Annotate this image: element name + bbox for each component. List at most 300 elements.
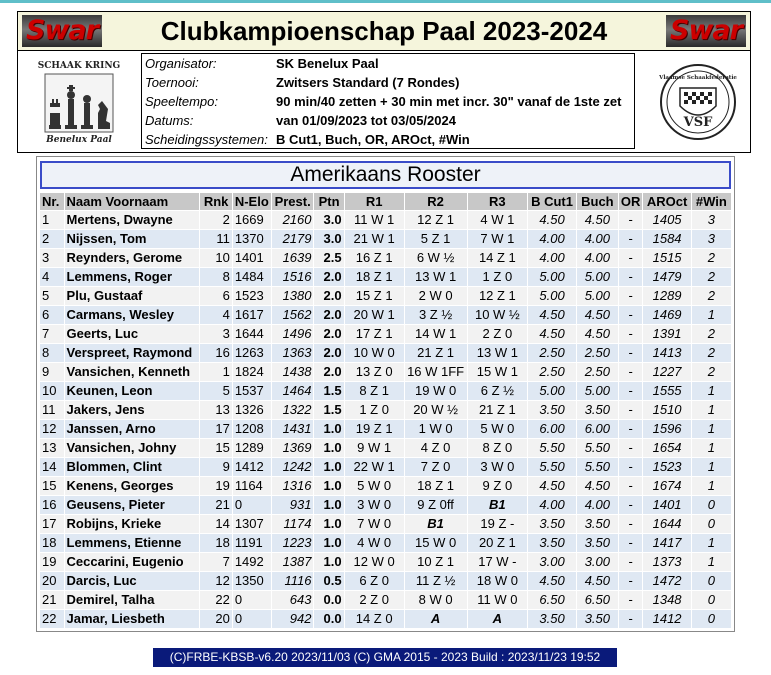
- round-1-result: 3 W 0: [345, 496, 404, 514]
- table-row: [40, 306, 731, 324]
- player-performance: 1116: [272, 572, 314, 590]
- round-1-result: 20 W 1: [345, 306, 404, 324]
- table-header-row: [40, 193, 731, 210]
- tiebreak-bcut1: 4.50: [528, 211, 576, 229]
- tiebreak-aroct: 1515: [643, 249, 690, 267]
- tiebreak-buch: 3.50: [577, 515, 618, 533]
- tiebreak-aroct: 1654: [643, 439, 690, 457]
- round-2-result: 18 Z 1: [405, 477, 467, 495]
- player-performance: 2160: [272, 211, 314, 229]
- round-1-result: 11 W 1: [345, 211, 404, 229]
- table-row: [40, 230, 731, 248]
- player-elo: 1484: [233, 268, 271, 286]
- player-number: 12: [40, 420, 64, 438]
- round-3-result: 15 W 1: [468, 363, 528, 381]
- player-name: Lemmens, Roger: [65, 268, 200, 286]
- round-1-result: 6 Z 0: [345, 572, 404, 590]
- player-performance: 1322: [272, 401, 314, 419]
- table-row: [40, 382, 731, 400]
- player-number: 21: [40, 591, 64, 609]
- tiebreak-buch: 4.50: [577, 572, 618, 590]
- round-1-result: 19 Z 1: [345, 420, 404, 438]
- tiebreak-bcut1: 4.50: [528, 306, 576, 324]
- club-logo: [30, 57, 128, 149]
- round-2-result: 12 Z 1: [405, 211, 467, 229]
- info-value: B Cut1, Buch, OR, AROct, #Win: [276, 132, 470, 147]
- player-rank: 18: [200, 534, 231, 552]
- tiebreak-buch: 2.50: [577, 344, 618, 362]
- player-performance: 1431: [272, 420, 314, 438]
- round-2-result: 19 W 0: [405, 382, 467, 400]
- tiebreak-bcut1: 5.50: [528, 458, 576, 476]
- player-rank: 4: [200, 306, 231, 324]
- tiebreak-or: -: [619, 515, 643, 533]
- round-3-result: 20 Z 1: [468, 534, 528, 552]
- table-row: [40, 534, 731, 552]
- round-3-result: 18 W 0: [468, 572, 528, 590]
- player-name: Jamar, Liesbeth: [65, 610, 200, 628]
- round-1-result: 13 Z 0: [345, 363, 404, 381]
- roster-table: [39, 192, 732, 629]
- tiebreak-buch: 4.50: [577, 477, 618, 495]
- round-2-result: 16 W 1FF: [405, 363, 467, 381]
- tiebreak-or: -: [619, 230, 643, 248]
- player-rank: 17: [200, 420, 231, 438]
- tiebreak-bcut1: 5.00: [528, 268, 576, 286]
- column-header: Ptn: [314, 193, 343, 210]
- footer-build-info: (C)FRBE-KBSB-v6.20 2023/11/03 (C) GMA 2015 - 2023 Build : 2023/11/23 19:52: [153, 648, 617, 667]
- tiebreak-buch: 6.00: [577, 420, 618, 438]
- table-row: [40, 420, 731, 438]
- round-2-result: 21 Z 1: [405, 344, 467, 362]
- round-2-result: 9 Z 0ff: [405, 496, 467, 514]
- player-number: 4: [40, 268, 64, 286]
- round-3-result: 6 Z ½: [468, 382, 528, 400]
- tiebreak-wins: 1: [692, 458, 731, 476]
- tiebreak-bcut1: 4.50: [528, 325, 576, 343]
- round-3-result: 21 Z 1: [468, 401, 528, 419]
- tiebreak-buch: 3.50: [577, 401, 618, 419]
- round-3-result: 13 W 1: [468, 344, 528, 362]
- player-number: 17: [40, 515, 64, 533]
- round-1-result: 7 W 0: [345, 515, 404, 533]
- tiebreak-aroct: 1412: [643, 610, 690, 628]
- player-performance: 1464: [272, 382, 314, 400]
- column-header: Buch: [577, 193, 618, 210]
- player-elo: 1263: [233, 344, 271, 362]
- tiebreak-buch: 4.00: [577, 249, 618, 267]
- tiebreak-buch: 6.50: [577, 591, 618, 609]
- title-bar: [18, 12, 750, 51]
- round-3-result: 17 W -: [468, 553, 528, 571]
- player-number: 16: [40, 496, 64, 514]
- player-rank: 6: [200, 287, 231, 305]
- tiebreak-or: -: [619, 344, 643, 362]
- round-1-result: 12 W 0: [345, 553, 404, 571]
- player-rank: 22: [200, 591, 231, 609]
- tiebreak-wins: 1: [692, 420, 731, 438]
- chess-pieces-icon: [44, 73, 114, 133]
- player-elo: 1401: [233, 249, 271, 267]
- round-1-result: 4 W 0: [345, 534, 404, 552]
- player-performance: 1223: [272, 534, 314, 552]
- round-3-result: 1 Z 0: [468, 268, 528, 286]
- round-2-result: 2 W 0: [405, 287, 467, 305]
- player-points: 2.0: [314, 306, 343, 324]
- tiebreak-buch: 3.50: [577, 534, 618, 552]
- player-rank: 1: [200, 363, 231, 381]
- player-elo: 1412: [233, 458, 271, 476]
- player-number: 8: [40, 344, 64, 362]
- column-header: R3: [468, 193, 528, 210]
- tiebreak-wins: 3: [692, 230, 731, 248]
- table-row: [40, 439, 731, 457]
- round-3-result: 14 Z 1: [468, 249, 528, 267]
- table-row: [40, 553, 731, 571]
- tiebreak-bcut1: 5.50: [528, 439, 576, 457]
- tiebreak-bcut1: 6.50: [528, 591, 576, 609]
- player-rank: 7: [200, 553, 231, 571]
- table-row: [40, 249, 731, 267]
- tiebreak-bcut1: 3.50: [528, 515, 576, 533]
- info-value: 90 min/40 zetten + 30 min met incr. 30" vanaf de 1ste zet: [276, 94, 622, 109]
- round-1-result: 2 Z 0: [345, 591, 404, 609]
- player-name: Ceccarini, Eugenio: [65, 553, 200, 571]
- player-number: 3: [40, 249, 64, 267]
- table-row: [40, 287, 731, 305]
- tiebreak-wins: 1: [692, 401, 731, 419]
- tiebreak-bcut1: 4.00: [528, 249, 576, 267]
- player-elo: 0: [233, 610, 271, 628]
- round-1-result: 15 Z 1: [345, 287, 404, 305]
- tournament-info: [141, 53, 635, 149]
- player-name: Geerts, Luc: [65, 325, 200, 343]
- player-rank: 21: [200, 496, 231, 514]
- tiebreak-bcut1: 4.00: [528, 230, 576, 248]
- player-name: Mertens, Dwayne: [65, 211, 200, 229]
- round-2-result: A: [405, 610, 467, 628]
- tiebreak-wins: 2: [692, 325, 731, 343]
- round-2-result: 14 W 1: [405, 325, 467, 343]
- table-row: [40, 268, 731, 286]
- round-1-result: 9 W 1: [345, 439, 404, 457]
- round-2-result: 20 W ½: [405, 401, 467, 419]
- tiebreak-aroct: 1227: [643, 363, 690, 381]
- player-number: 13: [40, 439, 64, 457]
- tiebreak-buch: 5.00: [577, 382, 618, 400]
- player-points: 2.0: [314, 268, 343, 286]
- tiebreak-buch: 3.50: [577, 610, 618, 628]
- tiebreak-wins: 1: [692, 477, 731, 495]
- tiebreak-buch: 5.50: [577, 439, 618, 457]
- table-row: [40, 610, 731, 628]
- round-3-result: 4 W 1: [468, 211, 528, 229]
- round-3-result: 7 W 1: [468, 230, 528, 248]
- column-header: #Win: [692, 193, 731, 210]
- player-performance: 942: [272, 610, 314, 628]
- tiebreak-buch: 5.50: [577, 458, 618, 476]
- round-2-result: 11 Z ½: [405, 572, 467, 590]
- tiebreak-wins: 1: [692, 306, 731, 324]
- player-name: Robijns, Krieke: [65, 515, 200, 533]
- tiebreak-aroct: 1373: [643, 553, 690, 571]
- player-performance: 643: [272, 591, 314, 609]
- player-rank: 3: [200, 325, 231, 343]
- tiebreak-aroct: 1417: [643, 534, 690, 552]
- roster-panel: [36, 156, 735, 632]
- player-name: Carmans, Wesley: [65, 306, 200, 324]
- player-name: Keunen, Leon: [65, 382, 200, 400]
- player-performance: 931: [272, 496, 314, 514]
- table-row: [40, 458, 731, 476]
- player-performance: 1380: [272, 287, 314, 305]
- tiebreak-or: -: [619, 553, 643, 571]
- player-points: 3.0: [314, 230, 343, 248]
- tiebreak-or: -: [619, 458, 643, 476]
- player-name: Lemmens, Etienne: [65, 534, 200, 552]
- tiebreak-or: -: [619, 268, 643, 286]
- player-name: Reynders, Gerome: [65, 249, 200, 267]
- round-2-result: 10 Z 1: [405, 553, 467, 571]
- tiebreak-wins: 2: [692, 363, 731, 381]
- tiebreak-wins: 0: [692, 496, 731, 514]
- tiebreak-aroct: 1289: [643, 287, 690, 305]
- table-row: [40, 325, 731, 343]
- player-performance: 1516: [272, 268, 314, 286]
- player-number: 22: [40, 610, 64, 628]
- vsf-logo: [658, 62, 738, 142]
- player-points: 1.0: [314, 515, 343, 533]
- tiebreak-or: -: [619, 610, 643, 628]
- player-name: Nijssen, Tom: [65, 230, 200, 248]
- info-row-toernooi: [142, 73, 636, 92]
- tiebreak-buch: 4.50: [577, 325, 618, 343]
- round-1-result: 1 Z 0: [345, 401, 404, 419]
- tiebreak-bcut1: 5.00: [528, 382, 576, 400]
- info-row-datums: [142, 111, 636, 130]
- player-rank: 10: [200, 249, 231, 267]
- player-elo: 1289: [233, 439, 271, 457]
- player-rank: 2: [200, 211, 231, 229]
- round-2-result: 15 W 0: [405, 534, 467, 552]
- player-name: Geusens, Pieter: [65, 496, 200, 514]
- tiebreak-or: -: [619, 287, 643, 305]
- info-row-speeltempo: [142, 92, 636, 111]
- tournament-header: [17, 11, 751, 153]
- round-3-result: 5 W 0: [468, 420, 528, 438]
- player-number: 9: [40, 363, 64, 381]
- tiebreak-aroct: 1469: [643, 306, 690, 324]
- tiebreak-bcut1: 3.50: [528, 610, 576, 628]
- tiebreak-aroct: 1555: [643, 382, 690, 400]
- player-elo: 1523: [233, 287, 271, 305]
- table-row: [40, 401, 731, 419]
- column-header: R2: [405, 193, 467, 210]
- player-elo: 1307: [233, 515, 271, 533]
- player-performance: 1562: [272, 306, 314, 324]
- round-2-result: 3 Z ½: [405, 306, 467, 324]
- player-number: 15: [40, 477, 64, 495]
- round-1-result: 16 Z 1: [345, 249, 404, 267]
- tiebreak-aroct: 1644: [643, 515, 690, 533]
- round-1-result: 17 Z 1: [345, 325, 404, 343]
- club-logo-bottom-text: Benelux Paal: [46, 135, 112, 145]
- round-2-result: 8 W 0: [405, 591, 467, 609]
- round-2-result: 4 Z 0: [405, 439, 467, 457]
- player-elo: 1492: [233, 553, 271, 571]
- tiebreak-bcut1: 4.50: [528, 572, 576, 590]
- player-performance: 1363: [272, 344, 314, 362]
- column-header: Naam Voornaam: [65, 193, 200, 210]
- tiebreak-or: -: [619, 572, 643, 590]
- info-value: Zwitsers Standard (7 Rondes): [276, 75, 460, 90]
- round-1-result: 5 W 0: [345, 477, 404, 495]
- player-elo: 0: [233, 591, 271, 609]
- tiebreak-wins: 2: [692, 344, 731, 362]
- tiebreak-aroct: 1523: [643, 458, 690, 476]
- player-performance: 2179: [272, 230, 314, 248]
- tiebreak-wins: 0: [692, 515, 731, 533]
- table-row: [40, 344, 731, 362]
- round-3-result: B1: [468, 496, 528, 514]
- player-points: 1.0: [314, 496, 343, 514]
- player-points: 2.0: [314, 344, 343, 362]
- tiebreak-wins: 3: [692, 211, 731, 229]
- vsf-emblem-icon: [658, 62, 738, 142]
- column-header: Prest.: [272, 193, 314, 210]
- tiebreak-aroct: 1472: [643, 572, 690, 590]
- table-row: [40, 515, 731, 533]
- player-elo: 1208: [233, 420, 271, 438]
- tiebreak-or: -: [619, 363, 643, 381]
- tiebreak-or: -: [619, 591, 643, 609]
- tiebreak-aroct: 1348: [643, 591, 690, 609]
- player-elo: 1191: [233, 534, 271, 552]
- player-elo: 0: [233, 496, 271, 514]
- player-number: 6: [40, 306, 64, 324]
- round-1-result: 8 Z 1: [345, 382, 404, 400]
- vsf-logo-bottom-text: VSF: [683, 115, 713, 130]
- player-name: Plu, Gustaaf: [65, 287, 200, 305]
- player-name: Blommen, Clint: [65, 458, 200, 476]
- player-name: Vansichen, Kenneth: [65, 363, 200, 381]
- player-performance: 1639: [272, 249, 314, 267]
- tiebreak-buch: 4.50: [577, 306, 618, 324]
- player-elo: 1326: [233, 401, 271, 419]
- tiebreak-buch: 4.50: [577, 211, 618, 229]
- tiebreak-buch: 5.00: [577, 287, 618, 305]
- swar-logo-right: Swar: [666, 15, 746, 47]
- info-value: SK Benelux Paal: [276, 56, 379, 71]
- tiebreak-wins: 2: [692, 249, 731, 267]
- player-points: 2.0: [314, 363, 343, 381]
- player-points: 2.5: [314, 249, 343, 267]
- info-label: Datums:: [145, 113, 194, 128]
- player-elo: 1350: [233, 572, 271, 590]
- player-rank: 8: [200, 268, 231, 286]
- player-rank: 15: [200, 439, 231, 457]
- info-label: Speeltempo:: [145, 94, 218, 109]
- tiebreak-buch: 4.00: [577, 496, 618, 514]
- tiebreak-or: -: [619, 496, 643, 514]
- tiebreak-bcut1: 2.50: [528, 344, 576, 362]
- round-3-result: 11 W 0: [468, 591, 528, 609]
- player-name: Verspreet, Raymond: [65, 344, 200, 362]
- tiebreak-or: -: [619, 211, 643, 229]
- player-points: 2.0: [314, 325, 343, 343]
- player-points: 0.0: [314, 591, 343, 609]
- player-points: 0.0: [314, 610, 343, 628]
- column-header: R1: [345, 193, 404, 210]
- info-row-organisator: [142, 54, 636, 73]
- round-3-result: 19 Z -: [468, 515, 528, 533]
- player-name: Darcis, Luc: [65, 572, 200, 590]
- player-elo: 1370: [233, 230, 271, 248]
- tiebreak-or: -: [619, 382, 643, 400]
- player-performance: 1496: [272, 325, 314, 343]
- player-performance: 1387: [272, 553, 314, 571]
- tiebreak-aroct: 1596: [643, 420, 690, 438]
- tiebreak-wins: 2: [692, 268, 731, 286]
- player-name: Jakers, Jens: [65, 401, 200, 419]
- info-row-scheidingssystemen: [142, 130, 636, 149]
- round-2-result: 5 Z 1: [405, 230, 467, 248]
- tiebreak-bcut1: 3.50: [528, 401, 576, 419]
- round-1-result: 18 Z 1: [345, 268, 404, 286]
- player-performance: 1438: [272, 363, 314, 381]
- round-3-result: 8 Z 0: [468, 439, 528, 457]
- round-2-result: 1 W 0: [405, 420, 467, 438]
- round-3-result: 9 Z 0: [468, 477, 528, 495]
- round-1-result: 22 W 1: [345, 458, 404, 476]
- player-elo: 1669: [233, 211, 271, 229]
- player-elo: 1617: [233, 306, 271, 324]
- player-points: 1.0: [314, 420, 343, 438]
- tiebreak-aroct: 1405: [643, 211, 690, 229]
- tiebreak-aroct: 1510: [643, 401, 690, 419]
- round-3-result: 3 W 0: [468, 458, 528, 476]
- player-number: 2: [40, 230, 64, 248]
- info-value: van 01/09/2023 tot 03/05/2024: [276, 113, 456, 128]
- round-2-result: 13 W 1: [405, 268, 467, 286]
- column-header: B Cut1: [528, 193, 576, 210]
- club-logo-top-text: SCHAAK KRING: [37, 61, 121, 71]
- player-elo: 1537: [233, 382, 271, 400]
- info-label: Scheidingssystemen:: [145, 132, 268, 147]
- player-points: 1.0: [314, 458, 343, 476]
- round-3-result: 10 W ½: [468, 306, 528, 324]
- tiebreak-or: -: [619, 306, 643, 324]
- player-points: 1.0: [314, 477, 343, 495]
- table-row: [40, 363, 731, 381]
- table-row: [40, 477, 731, 495]
- round-3-result: 2 Z 0: [468, 325, 528, 343]
- player-points: 1.5: [314, 401, 343, 419]
- tiebreak-or: -: [619, 249, 643, 267]
- player-number: 18: [40, 534, 64, 552]
- tiebreak-or: -: [619, 439, 643, 457]
- player-number: 20: [40, 572, 64, 590]
- player-points: 1.0: [314, 534, 343, 552]
- player-name: Janssen, Arno: [65, 420, 200, 438]
- table-row: [40, 496, 731, 514]
- tiebreak-wins: 1: [692, 534, 731, 552]
- tiebreak-bcut1: 4.00: [528, 496, 576, 514]
- player-name: Vansichen, Johny: [65, 439, 200, 457]
- top-accent-line: [0, 0, 771, 3]
- tiebreak-bcut1: 5.00: [528, 287, 576, 305]
- player-rank: 14: [200, 515, 231, 533]
